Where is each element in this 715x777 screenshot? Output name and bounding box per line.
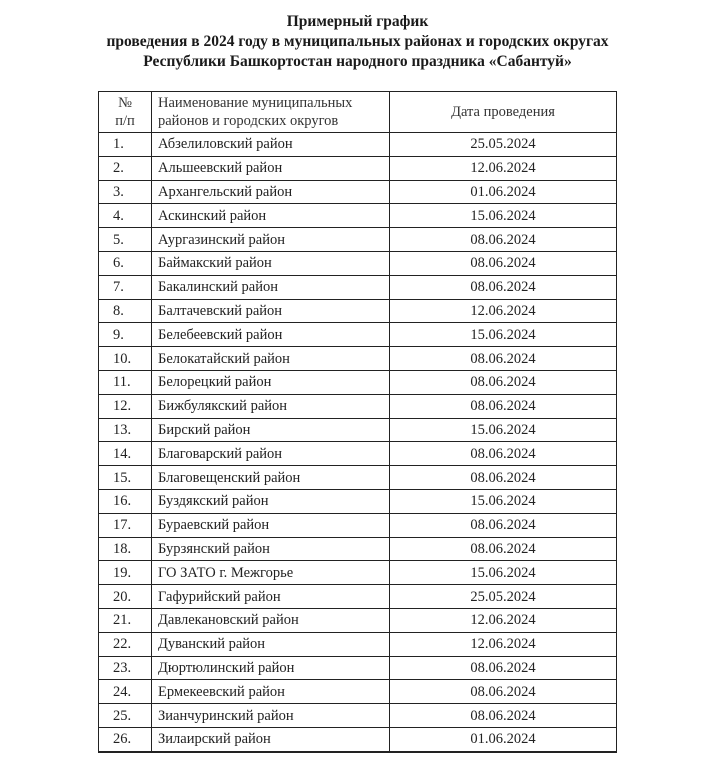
table-row	[99, 704, 617, 728]
row-district-name: Альшеевский район	[152, 156, 390, 180]
row-date: 25.05.2024	[390, 585, 617, 609]
row-district-name: Гафурийский район	[152, 585, 390, 609]
row-district-name: Давлекановский район	[152, 608, 390, 632]
table-row	[99, 466, 617, 490]
row-date: 12.06.2024	[390, 632, 617, 656]
row-number: 12.	[99, 394, 152, 418]
row-date: 08.06.2024	[390, 251, 617, 275]
table-row	[99, 561, 617, 585]
table-row	[99, 180, 617, 204]
row-date: 12.06.2024	[390, 299, 617, 323]
row-number: 11.	[99, 370, 152, 394]
row-date: 08.06.2024	[390, 275, 617, 299]
row-district-name: Балтачевский район	[152, 299, 390, 323]
row-date: 15.06.2024	[390, 204, 617, 228]
row-district-name: Благоварский район	[152, 442, 390, 466]
row-number: 2.	[99, 156, 152, 180]
table-row	[99, 299, 617, 323]
row-district-name: Буздякский район	[152, 489, 390, 513]
row-district-name: Аскинский район	[152, 204, 390, 228]
row-number: 7.	[99, 275, 152, 299]
header-date: Дата проведения	[390, 92, 617, 133]
table-row	[99, 370, 617, 394]
table-row	[99, 347, 617, 371]
header-name-line2: районов и городских округов	[158, 113, 339, 129]
header-number-line2: п/п	[115, 113, 135, 129]
table-row	[99, 442, 617, 466]
row-number: 3.	[99, 180, 152, 204]
table-row	[99, 251, 617, 275]
row-district-name: Зианчуринский район	[152, 704, 390, 728]
row-number: 24.	[99, 680, 152, 704]
row-number: 4.	[99, 204, 152, 228]
title-line-1: Примерный график	[286, 13, 429, 30]
table-row	[99, 228, 617, 252]
table-row	[99, 632, 617, 656]
row-district-name: Дуванский район	[152, 632, 390, 656]
table-row	[99, 680, 617, 704]
row-number: 15.	[99, 466, 152, 490]
row-date: 12.06.2024	[390, 156, 617, 180]
header-row	[99, 92, 617, 133]
row-number: 5.	[99, 228, 152, 252]
row-date: 08.06.2024	[390, 537, 617, 561]
title-line-2: проведения в 2024 году в муниципальных районах и городских округах	[106, 33, 609, 50]
row-date: 15.06.2024	[390, 418, 617, 442]
row-date: 08.06.2024	[390, 394, 617, 418]
row-number: 23.	[99, 656, 152, 680]
row-date: 08.06.2024	[390, 442, 617, 466]
row-district-name: Баймакский район	[152, 251, 390, 275]
row-number: 25.	[99, 704, 152, 728]
row-number: 1.	[99, 133, 152, 157]
row-date: 12.06.2024	[390, 608, 617, 632]
table-row	[99, 275, 617, 299]
header-number	[99, 92, 152, 133]
row-district-name: Белорецкий район	[152, 370, 390, 394]
row-number: 6.	[99, 251, 152, 275]
row-district-name: Бирский район	[152, 418, 390, 442]
row-date: 08.06.2024	[390, 370, 617, 394]
table-row	[99, 204, 617, 228]
row-date: 15.06.2024	[390, 561, 617, 585]
table-row	[99, 513, 617, 537]
row-date: 01.06.2024	[390, 180, 617, 204]
row-district-name: Бурзянский район	[152, 537, 390, 561]
row-date: 08.06.2024	[390, 680, 617, 704]
row-number: 14.	[99, 442, 152, 466]
row-district-name: Аургазинский район	[152, 228, 390, 252]
row-district-name: Бакалинский район	[152, 275, 390, 299]
row-date: 08.06.2024	[390, 513, 617, 537]
row-district-name: Дюртюлинский район	[152, 656, 390, 680]
header-name-line1: Наименование муниципальных	[158, 95, 353, 111]
table-row	[99, 133, 617, 157]
row-district-name: Зилаирский район	[152, 727, 390, 751]
row-date: 15.06.2024	[390, 489, 617, 513]
row-number: 22.	[99, 632, 152, 656]
row-number: 10.	[99, 347, 152, 371]
row-date: 08.06.2024	[390, 704, 617, 728]
table-row	[99, 727, 617, 751]
row-date: 01.06.2024	[390, 727, 617, 751]
table-row	[99, 394, 617, 418]
table-row	[99, 418, 617, 442]
row-number: 19.	[99, 561, 152, 585]
table-row	[99, 156, 617, 180]
row-district-name: Абзелиловский район	[152, 133, 390, 157]
table-row	[99, 585, 617, 609]
document-title	[0, 12, 715, 72]
row-number: 16.	[99, 489, 152, 513]
row-number: 9.	[99, 323, 152, 347]
row-district-name: Белокатайский район	[152, 347, 390, 371]
row-date: 08.06.2024	[390, 466, 617, 490]
row-district-name: Бураевский район	[152, 513, 390, 537]
header-name	[152, 92, 390, 133]
row-number: 8.	[99, 299, 152, 323]
row-date: 08.06.2024	[390, 347, 617, 371]
schedule-table	[98, 91, 617, 753]
row-date: 15.06.2024	[390, 323, 617, 347]
title-line-3: Республики Башкортостан народного праздника «Сабантуй»	[143, 53, 572, 70]
table-row	[99, 323, 617, 347]
row-district-name: Ермекеевский район	[152, 680, 390, 704]
row-district-name: Благовещенский район	[152, 466, 390, 490]
row-district-name: Белебеевский район	[152, 323, 390, 347]
row-district-name: Бижбулякский район	[152, 394, 390, 418]
row-district-name: Архангельский район	[152, 180, 390, 204]
table-row	[99, 489, 617, 513]
table-row	[99, 656, 617, 680]
row-number: 21.	[99, 608, 152, 632]
row-district-name: ГО ЗАТО г. Межгорье	[152, 561, 390, 585]
row-number: 13.	[99, 418, 152, 442]
table-row	[99, 608, 617, 632]
header-number-line1: №	[118, 95, 132, 111]
row-number: 18.	[99, 537, 152, 561]
row-number: 20.	[99, 585, 152, 609]
row-date: 25.05.2024	[390, 133, 617, 157]
table-row	[99, 537, 617, 561]
row-date: 08.06.2024	[390, 228, 617, 252]
row-date: 08.06.2024	[390, 656, 617, 680]
row-number: 17.	[99, 513, 152, 537]
row-number: 26.	[99, 727, 152, 751]
